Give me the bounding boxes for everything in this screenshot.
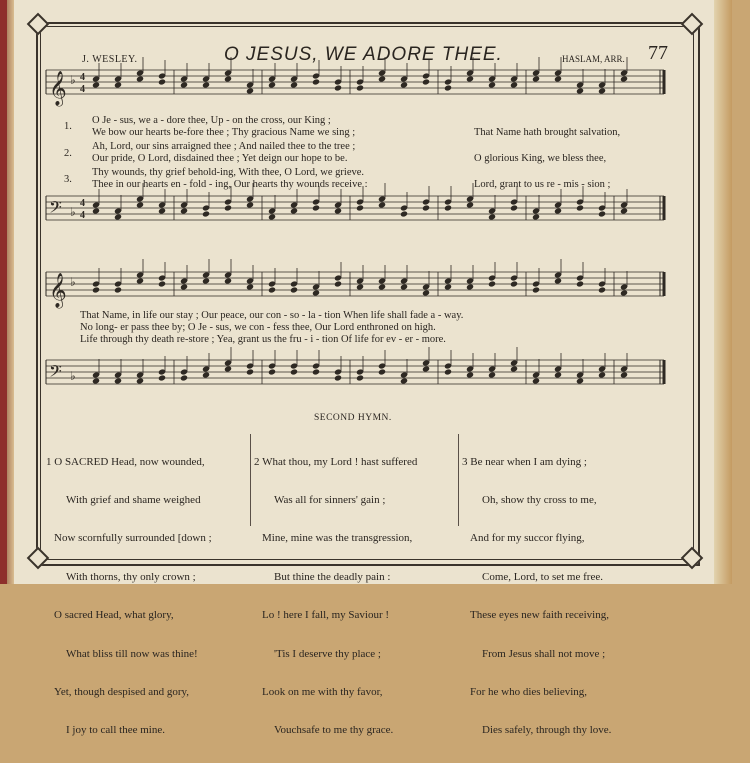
time-signature: 4 — [80, 198, 85, 209]
lyric-line: Our pride, O Lord, disdained thee ; Yet deign our hope to be. — [92, 153, 348, 164]
note-head — [356, 84, 364, 91]
note-head — [268, 81, 276, 88]
note-head — [268, 286, 276, 293]
note-head — [246, 87, 254, 94]
note-head — [378, 283, 386, 290]
note-head — [92, 377, 100, 384]
note-head — [598, 286, 606, 293]
note-head — [598, 371, 606, 378]
note-head — [466, 371, 474, 378]
lyric-line: Thee in our hearts en - fold - ing, Our hearts thy wounds receive : — [92, 179, 368, 190]
note-head — [246, 201, 254, 208]
note-head — [510, 81, 518, 88]
note-head — [554, 75, 562, 82]
note-head — [224, 277, 232, 284]
note-head — [334, 280, 342, 287]
refrain-line: Lord, grant to us re - mis - sion ; — [474, 179, 611, 190]
key-signature-flat: ♭ — [70, 275, 76, 289]
stanza-line: Now scornfully surrounded [down ; — [54, 532, 212, 545]
note-head — [334, 84, 342, 91]
note-head — [576, 280, 584, 287]
stanza-line: Be near when I am dying ; — [470, 455, 587, 468]
hymn-number: 77 — [648, 42, 668, 64]
stanza-number: 1 — [46, 455, 52, 468]
note-head — [400, 377, 408, 384]
second-hymn-heading: SECOND HYMN. — [314, 413, 392, 423]
note-head — [92, 81, 100, 88]
note-head — [554, 277, 562, 284]
note-head — [444, 204, 452, 211]
bass-clef: 𝄢 — [49, 361, 62, 385]
note-head — [510, 204, 518, 211]
time-signature: 4 — [80, 210, 85, 221]
bass-clef: 𝄢 — [49, 197, 62, 221]
note-head — [598, 87, 606, 94]
note-head — [114, 286, 122, 293]
note-head — [554, 371, 562, 378]
stanza-line: From Jesus shall not move ; — [482, 647, 606, 660]
note-head — [202, 371, 210, 378]
note-head — [136, 277, 144, 284]
note-head — [180, 81, 188, 88]
note-head — [620, 75, 628, 82]
note-head — [180, 283, 188, 290]
note-head — [356, 374, 364, 381]
stanza-3 — [462, 430, 611, 763]
note-head — [334, 374, 342, 381]
note-head — [378, 201, 386, 208]
stanza-line: Come, Lord, to set me free. — [482, 570, 603, 583]
time-signature: 4 — [80, 72, 85, 83]
stanza-line: Yet, though despised and gory, — [54, 685, 190, 698]
note-head — [268, 368, 276, 375]
note-head — [554, 207, 562, 214]
stanza-1 — [46, 430, 212, 763]
note-head — [246, 368, 254, 375]
stanza-line: I joy to call thee mine. — [66, 724, 165, 737]
key-signature-flat: ♭ — [70, 369, 76, 383]
note-head — [224, 365, 232, 372]
stanza-line: What thou, my Lord ! hast suffered — [262, 455, 418, 468]
refrain-line: That Name hath brought salvation, — [474, 127, 621, 138]
note-head — [510, 365, 518, 372]
note-head — [158, 207, 166, 214]
note-head — [532, 75, 540, 82]
stanza-line: And for my succor flying, — [470, 532, 585, 545]
note-head — [620, 207, 628, 214]
stanza-line: Oh, show thy cross to me, — [482, 493, 597, 506]
note-head — [180, 374, 188, 381]
stanza-line: Lo ! here I fall, my Saviour ! — [262, 609, 390, 622]
note-head — [488, 280, 496, 287]
note-head — [466, 283, 474, 290]
stanza-number: 2 — [254, 455, 260, 468]
stanza-line: For he who dies believing, — [470, 685, 588, 698]
key-signature-flat: ♭ — [70, 73, 76, 87]
note-head — [400, 81, 408, 88]
note-head — [312, 204, 320, 211]
verse-number-3: 3. — [64, 174, 72, 185]
note-head — [246, 283, 254, 290]
note-head — [92, 286, 100, 293]
column-divider — [458, 434, 459, 526]
treble-clef: 𝄞 — [49, 273, 67, 308]
note-head — [444, 84, 452, 91]
note-head — [92, 207, 100, 214]
note-head — [136, 201, 144, 208]
stanza-line: Look on me with thy favor, — [262, 685, 383, 698]
tune-credit: HASLAM, ARR. — [562, 54, 625, 64]
note-head — [290, 286, 298, 293]
note-head — [356, 204, 364, 211]
note-head — [158, 280, 166, 287]
note-head — [334, 207, 342, 214]
note-head — [312, 289, 320, 296]
note-head — [620, 371, 628, 378]
note-head — [224, 75, 232, 82]
stanza-line: These eyes new faith receiving, — [470, 609, 609, 622]
note-head — [224, 204, 232, 211]
column-divider — [250, 434, 251, 526]
stanza-line: O sacred Head, what glory, — [54, 609, 174, 622]
note-head — [268, 213, 276, 220]
lyric-line: Ah, Lord, our sins arraigned thee ; And nailed thee to the tree ; — [92, 141, 356, 152]
note-head — [488, 213, 496, 220]
lyric-line: Life through thy death re-store ; Yea, grant us the fru - i - tion Of life for ev - er - more. — [80, 334, 446, 345]
note-head — [466, 75, 474, 82]
stanza-line: Was all for sinners' gain ; — [274, 493, 386, 506]
note-head — [202, 277, 210, 284]
stanza-line: Mine, mine was the transgression, — [262, 532, 413, 545]
verse-number-2: 2. — [64, 148, 72, 159]
note-head — [378, 368, 386, 375]
note-head — [422, 78, 430, 85]
note-head — [466, 201, 474, 208]
time-signature: 4 — [80, 84, 85, 95]
stanza-line: What bliss till now was thine! — [66, 647, 198, 660]
verse-number-1: 1. — [64, 121, 72, 132]
stanza-line: With thorns, thy only crown ; — [66, 570, 196, 583]
stanza-line: 'Tis I deserve thy place ; — [274, 647, 381, 660]
note-head — [114, 81, 122, 88]
stanza-number: 3 — [462, 455, 468, 468]
note-head — [202, 81, 210, 88]
note-head — [158, 78, 166, 85]
note-head — [488, 81, 496, 88]
note-head — [444, 283, 452, 290]
note-head — [422, 365, 430, 372]
note-head — [444, 368, 452, 375]
key-signature-flat: ♭ — [70, 205, 76, 219]
note-head — [114, 213, 122, 220]
lyric-line: No long- er pass thee by; O Je - sus, we con - fess thee, Our Lord enthroned on high. — [80, 322, 436, 333]
note-head — [136, 377, 144, 384]
note-head — [422, 289, 430, 296]
lyric-line: That Name, in life our stay ; Our peace, our con - so - la - tion When life shall fade a - way. — [80, 310, 464, 321]
note-head — [576, 377, 584, 384]
note-head — [180, 207, 188, 214]
lyric-line: O Je - sus, we a - dore thee, Up - on the cross, our King ; — [92, 115, 331, 126]
stanza-2 — [254, 430, 417, 763]
lyric-line: Thy wounds, thy grief behold-ing, With thee, O Lord, we grieve. — [92, 167, 365, 178]
note-head — [576, 87, 584, 94]
treble-clef: 𝄞 — [49, 71, 67, 106]
note-head — [400, 210, 408, 217]
note-head — [488, 371, 496, 378]
note-head — [312, 78, 320, 85]
refrain-line: O glorious King, we bless thee, — [474, 153, 607, 164]
note-head — [290, 207, 298, 214]
note-head — [378, 75, 386, 82]
hymnal-page — [14, 0, 732, 737]
binding-red-edge — [0, 0, 7, 584]
stanza-line: Dies safely, through thy love. — [482, 724, 612, 737]
stanza-line: Vouchsafe to me thy grace. — [274, 724, 394, 737]
stanza-line: With grief and shame weighed — [66, 493, 201, 506]
note-head — [532, 377, 540, 384]
note-head — [422, 204, 430, 211]
note-head — [532, 213, 540, 220]
hymn-title: O JESUS, WE ADORE THEE. — [224, 44, 503, 65]
lyric-line: We bow our hearts be-fore thee ; Thy gracious Name we sing ; — [92, 127, 356, 138]
note-head — [598, 210, 606, 217]
note-head — [290, 81, 298, 88]
note-head — [136, 75, 144, 82]
note-head — [510, 280, 518, 287]
author-credit: J. WESLEY. — [82, 54, 138, 65]
note-head — [202, 210, 210, 217]
stanza-line: But thine the deadly pain : — [274, 570, 391, 583]
note-head — [312, 368, 320, 375]
note-head — [532, 286, 540, 293]
note-head — [114, 377, 122, 384]
stanza-line: O SACRED Head, now wounded, — [54, 455, 205, 468]
note-head — [620, 289, 628, 296]
note-head — [356, 283, 364, 290]
note-head — [400, 283, 408, 290]
note-head — [576, 204, 584, 211]
note-head — [290, 368, 298, 375]
note-head — [158, 374, 166, 381]
